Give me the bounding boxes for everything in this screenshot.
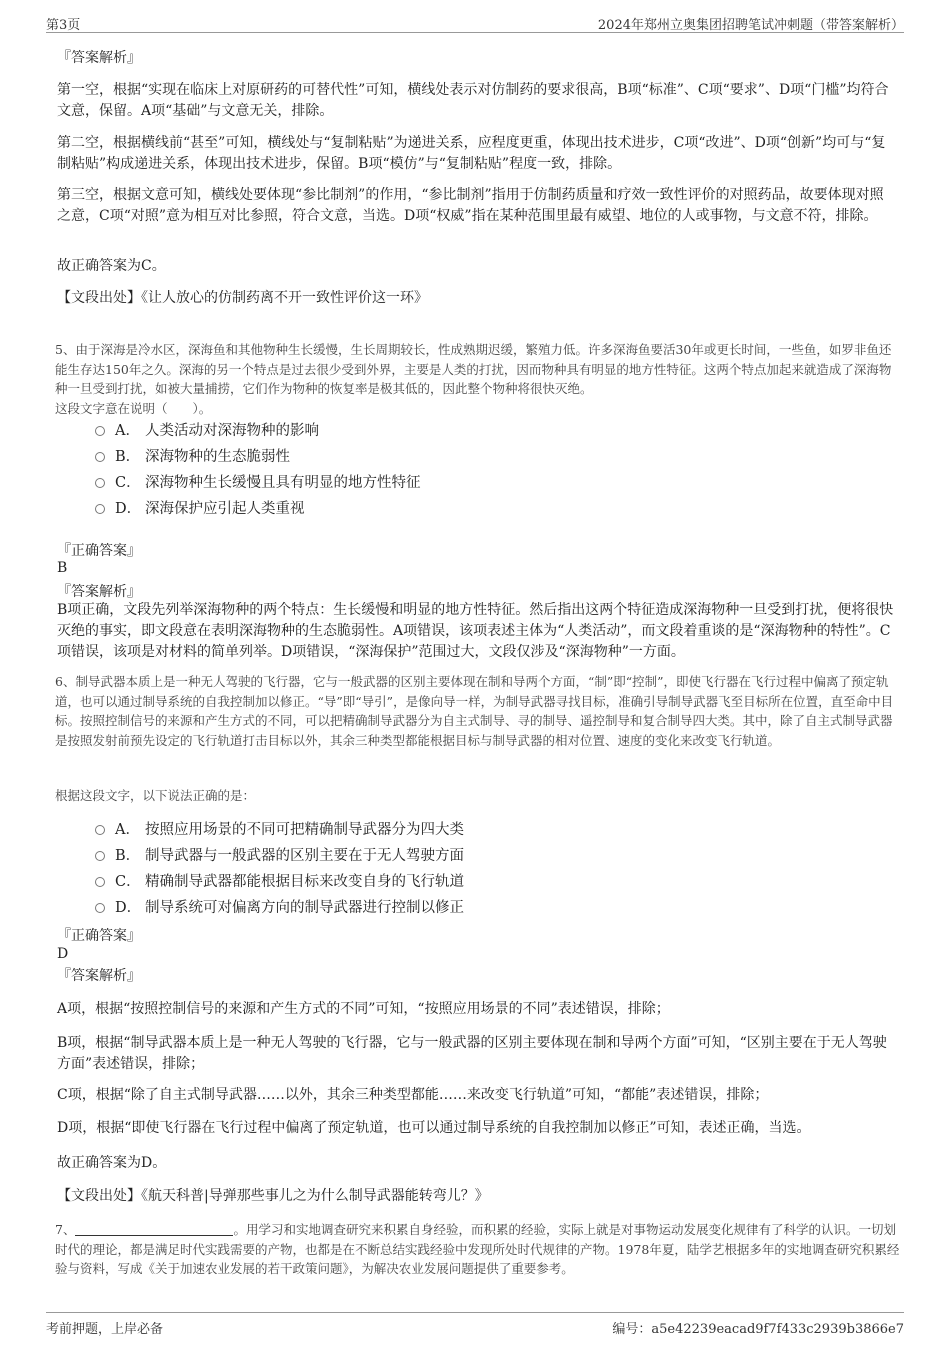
- radio-icon[interactable]: [95, 825, 105, 835]
- q7-number: 7、: [55, 1222, 76, 1237]
- footer-code: 编号：a5e42239eacad9f7f433c2939b3866e7: [612, 1322, 904, 1337]
- q6-explain-label: 『答案解析』: [57, 968, 141, 984]
- q6-option-b[interactable]: B． 制导武器与一般武器的区别主要在于无人驾驶方面: [95, 846, 464, 866]
- q6-source: 【文段出处】《航天科普|导弹那些事儿之为什么制导武器能转弯儿？》: [57, 1188, 489, 1204]
- footer-slogan: 考前押题，上岸必备: [46, 1322, 164, 1337]
- doc-title: 2024年郑州立奥集团招聘笔试冲刺题（带答案解析）: [597, 18, 904, 33]
- q6-explain-a: A项，根据“按照控制信号的来源和产生方式的不同”可知，“按照应用场景的不同”表述错误，排除；: [57, 1001, 670, 1017]
- q5-answer-label: 『正确答案』: [57, 543, 141, 559]
- q6-option-d[interactable]: D． 制导系统可对偏离方向的制导武器进行控制以修正: [95, 898, 464, 918]
- q5-option-b[interactable]: B． 深海物种的生态脆弱性: [95, 447, 290, 467]
- q5-option-c[interactable]: C． 深海物种生长缓慢且具有明显的地方性特征: [95, 473, 421, 493]
- page-footer: [46, 1312, 904, 1337]
- q5-answer: B: [57, 560, 68, 576]
- q6-explain-b: B项，根据“制导武器本质上是一种无人驾驶的飞行器，它与一般武器的区别主要体现在制和导两个方面”可知，“区别主要在于无人驾驶方面”表述错误，排除；: [57, 1035, 887, 1072]
- q6-option-c[interactable]: C． 精确制导武器都能根据目标来改变自身的飞行轨道: [95, 872, 464, 892]
- radio-icon[interactable]: [95, 504, 105, 514]
- q4-explain-p3: 第三空，根据文意可知，横线处要体现“参比制剂”的作用，“参比制剂”指用于仿制药质量和疗效一致性评价的对照药品，故要体现对照之意，C项“对照”意为相互对比参照，符合文意，当选。D项“权威”指在某种范围里最有威望、地位的人或事物，与文意不符，排除。: [57, 187, 884, 224]
- q6-stem: 6、制导武器本质上是一种无人驾驶的飞行器，它与一般武器的区别主要体现在制和导两个方面，“制”即“控制”，即使飞行器在飞行过程中偏离了预定轨道，也可以通过制导系统的自我控制加以修正。“导”即“导引”，是像向导一样，为制导武器寻找目标，准确引导制导武器飞至目标所在位置，直至命中目标。按照控制信号的来源和产生方式的不同，可以把精确制导武器分为自主式制导、寻的制导、遥控制导和复合制导四大类。其中，除了自主式制导武器是按照发射前预先设定的飞行轨道打击目标以外，其余三种类型都能根据目标与制导武器的相对位置、速度的变化来改变飞行轨道。: [55, 674, 894, 748]
- q5-explain: B项正确，文段先列举深海物种的两个特点：生长缓慢和明显的地方性特征。然后指出这两个特征造成深海物种一旦受到打扰，便将很快灭绝的事实，即文段意在表明深海物种的生态脆弱性。A项错误，该项表述主体为“人类活动”，而文段着重谈的是“深海物种的特性”。C项错误，该项是对材料的简单列举。D项错误，“深海保护”范围过大，文段仅涉及“深海物种”一方面。: [57, 602, 894, 660]
- page-number: 第3页: [46, 18, 81, 33]
- q4-conclusion: 故正确答案为C。: [57, 258, 166, 274]
- q4-explain-label: 『答案解析』: [57, 50, 141, 66]
- q6-explain-d: D项，根据“即使飞行器在飞行过程中偏离了预定轨道，也可以通过制导系统的自我控制加以修正”可知，表述正确，当选。: [57, 1120, 811, 1136]
- q4-explain-p2: 第二空，根据横线前“甚至”可知，横线处与“复制粘贴”为递进关系，应程度更重，体现出技术进步，C项“改进”、D项“创新”均可与“复制粘贴”构成递进关系，体现出技术进步，保留。B项“模仿”与“复制粘贴”程度一致，排除。: [57, 135, 886, 172]
- q6-answer-label: 『正确答案』: [57, 928, 141, 944]
- q6-answer: D: [57, 946, 69, 962]
- q4-source: 【文段出处】《让人放心的仿制药离不开一致性评价这一环》: [57, 290, 428, 306]
- q5-ask: 这段文字意在说明（ ）。: [55, 401, 212, 416]
- q5-option-d[interactable]: D． 深海保护应引起人类重视: [95, 499, 305, 519]
- q5-stem: 5、由于深海是冷水区，深海鱼和其他物种生长缓慢，生长周期较长，性成熟期迟缓，繁殖力低。许多深海鱼要活30年或更长时间，一些鱼，如罗非鱼还能生存达150年之久。深海的另一个特点是过去很少受到外界，主要是人类的打扰，因而物种具有明显的地方性特征。这两个特点加起来就造成了深海物种一旦受到打扰，如被大量捕捞，它们作为物种的恢复率是极其低的，因此整个物种将很快灭绝。: [55, 342, 892, 396]
- radio-icon[interactable]: [95, 877, 105, 887]
- q5-explain-label: 『答案解析』: [57, 584, 141, 600]
- radio-icon[interactable]: [95, 426, 105, 436]
- q6-ask: 根据这段文字，以下说法正确的是：: [55, 788, 256, 803]
- q4-explain-p1: 第一空，根据“实现在临床上对原研药的可替代性”可知，横线处表示对仿制药的要求很高，B项“标准”、C项“要求”、D项“门槛”均符合文意，保留。A项“基础”与文意无关，排除。: [57, 82, 889, 119]
- q7-text: 。用学习和实地调查研究来积累自身经验，而积累的经验，实际上就是对事物运动发展变化规律有了科学的认识。一切划时代的理论，都是满足时代实践需要的产物，也都是在不断总结实践经验中发现所处时代规律的产物。1978年夏，陆学艺根据多年的实地调查研究积累经验与资料，写成《关于加速农业发展的若干政策问题》，为解决农业发展问题提供了重要参考。: [55, 1222, 900, 1276]
- q6-explain-c: C项，根据“除了自主式制导武器……以外，其余三种类型都能……来改变飞行轨道”可知，“都能”表述错误，排除；: [57, 1087, 769, 1103]
- q7-stem: [55, 1220, 900, 1279]
- q5-option-a[interactable]: A． 人类活动对深海物种的影响: [95, 421, 319, 441]
- q6-conclusion: 故正确答案为D。: [57, 1155, 167, 1171]
- q6-option-a[interactable]: A． 按照应用场景的不同可把精确制导武器分为四大类: [95, 820, 464, 840]
- page-header: [46, 10, 904, 33]
- q7-blank: [75, 1222, 233, 1236]
- radio-icon[interactable]: [95, 452, 105, 462]
- radio-icon[interactable]: [95, 851, 105, 861]
- radio-icon[interactable]: [95, 478, 105, 488]
- radio-icon[interactable]: [95, 903, 105, 913]
